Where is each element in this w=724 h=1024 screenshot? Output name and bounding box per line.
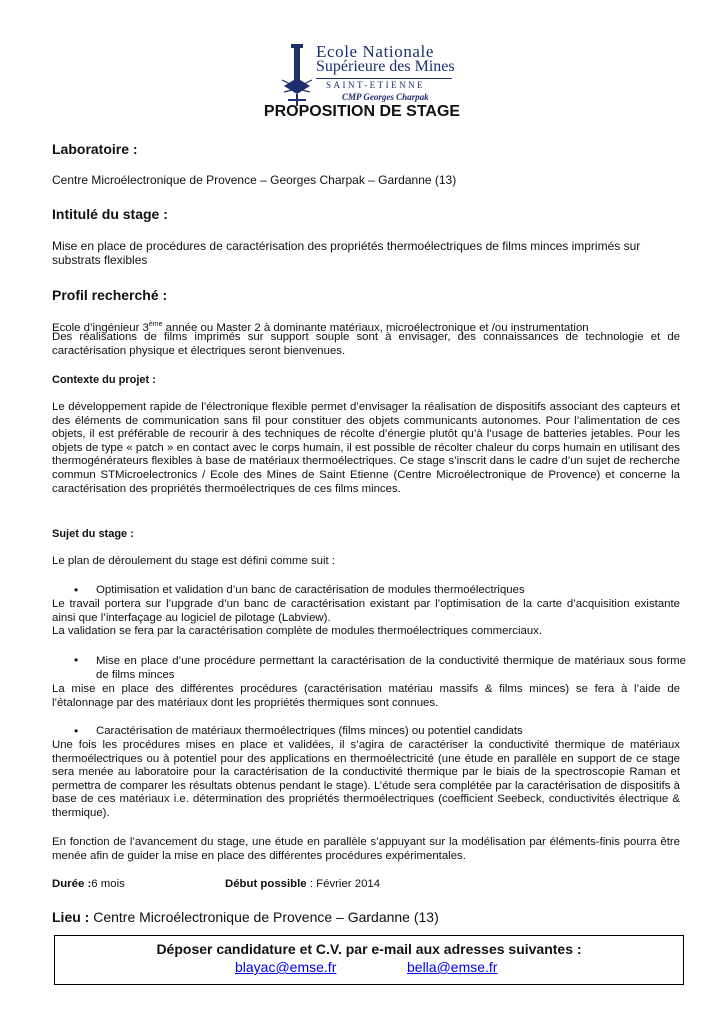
lieu-label: Lieu : [52,909,90,925]
lamp-emblem-icon [280,40,316,108]
duree-row [52,878,125,890]
debut-value: : Février 2014 [306,878,381,890]
sujet-conclusion: En fonction de l’avancement du stage, une étude en parallèle s’appuyant sur la modélisation par éléments-finis pourra être menée afin de guider la mise en place des différentes procédures expérimentales. [52,836,680,862]
profil-superscript: ème [148,321,163,328]
logo-divider [316,78,452,79]
logo-line-3: SAINT-ETIENNE [326,80,426,90]
profil-line-1-b: année ou Master 2 à dominante matériaux, microélectronique et /ou instrumentation [162,321,589,334]
profil-heading: Profil recherché : [52,287,168,303]
lieu-row [52,909,439,925]
bullet-icon: • [74,583,79,597]
candidature-title: Déposer candidature et C.V. par e-mail aux adresses suivantes : [156,941,582,957]
page-title: PROPOSITION DE STAGE [263,103,461,120]
sujet-intro: Le plan de déroulement du stage est défini comme suit : [52,555,336,567]
intitule-heading: Intitulé du stage : [52,206,168,222]
sujet-item-2-text: La mise en place des différentes procédures (caractérisation matériau massifs & films minces) se fera à l’aide de l’étalonnage par des matériaux dont les propriétés thermiques sont connues. [52,683,680,709]
laboratoire-text: Centre Microélectronique de Provence – Georges Charpak – Gardanne (13) [52,173,457,187]
logo-line-2: Supérieure des Mines [316,58,455,75]
sujet-item-1-text: Le travail portera sur l’upgrade d’un banc de caractérisation existant par l’optimisation de la carte d’acquisition existante ainsi que l’interfaçage au logiciel de pilotage (Labview). [52,598,680,624]
debut-row [225,878,380,890]
contexte-heading: Contexte du projet : [52,374,156,386]
sujet-item-3-title: Caractérisation de matériaux thermoélectriques (films minces) ou potentiel candidats [96,725,523,737]
email-link-bella[interactable]: bella@emse.fr [407,959,498,975]
sujet-item-2-title: Mise en place d’une procédure permettant la caractérisation de la conductivité thermique de matériaux sous forme de films minces [96,655,686,681]
logo-line-1: Ecole Nationale [316,42,435,61]
bullet-icon: • [74,724,79,738]
lieu-value: Centre Microélectronique de Provence – Gardanne (13) [89,909,439,925]
bullet-icon: • [74,653,79,667]
email-link-blayac[interactable]: blayac@emse.fr [235,959,337,975]
laboratoire-heading: Laboratoire : [52,141,138,157]
sujet-item-1-title: Optimisation et validation d’un banc de caractérisation de modules thermoélectriques [96,584,525,596]
sujet-item-1-text-2: La validation se fera par la caractérisation complète de modules thermoélectriques commerciaux. [52,625,543,637]
duree-label: Durée : [52,878,92,890]
logo-line-4: CMP Georges Charpak [342,92,429,102]
debut-label: Début possible [225,878,307,890]
school-logo [280,40,460,108]
sujet-item-3-text: Une fois les procédures mises en place et validées, il s’agira de caractériser la conductivité thermique de matériaux thermoélectriques ou à potentiel pour des applications en thermoélectricité (une étude en parallèle en support de ce stage sera menée au laboratoire pour la caractérisation de la conductivité thermique par le biais de la spectroscopie Raman et permettra de comparer les résultats obtenus pendant le stage). L’étude sera complétée par la caractérisation de dispositifs à base de ces matériaux i.e. détermination des propriétés thermoélectriques (coefficient Seebeck, conductivités électrique & thermique). [52,739,680,819]
profil-line-1-a: Ecole d’ingénieur 3 [52,321,149,334]
contexte-text: Le développement rapide de l’électronique flexible permet d’envisager la réalisation de dispositifs associant des capteurs et des éléments de communication sans fil pour constituer des objets communicants autonomes. Pour l’alimentation de ces objets, il est préférable de recourir à des techniques de récolte d’énergie plutôt qu’à l’usage de batteries jetables. Pour les objets de type « patch » en contact avec le corps humain, il est possible de récolter chaleur du corps humain en utilisant des thermogénérateurs flexibles à base de matériaux thermoélectriques. Ce stage s’inscrit dans le cadre d’un sujet de recherche commun STMicroelectronics / Ecole des Mines de Saint Etienne (Centre Microélectronique de Provence) et concerne la caractérisation des propriétés thermoélectriques de ces films minces. [52,401,680,495]
profil-line-2: Des réalisations de films imprimés sur support souple sont à envisager, des connaissances de technologie et de caractérisation physique et électriques seront bienvenues. [52,331,680,357]
sujet-heading: Sujet du stage : [52,528,134,540]
duree-value: 6 mois [91,878,125,890]
intitule-text: Mise en place de procédures de caractérisation des propriétés thermoélectriques de films minces imprimés sur substrats flexibles [52,239,641,267]
